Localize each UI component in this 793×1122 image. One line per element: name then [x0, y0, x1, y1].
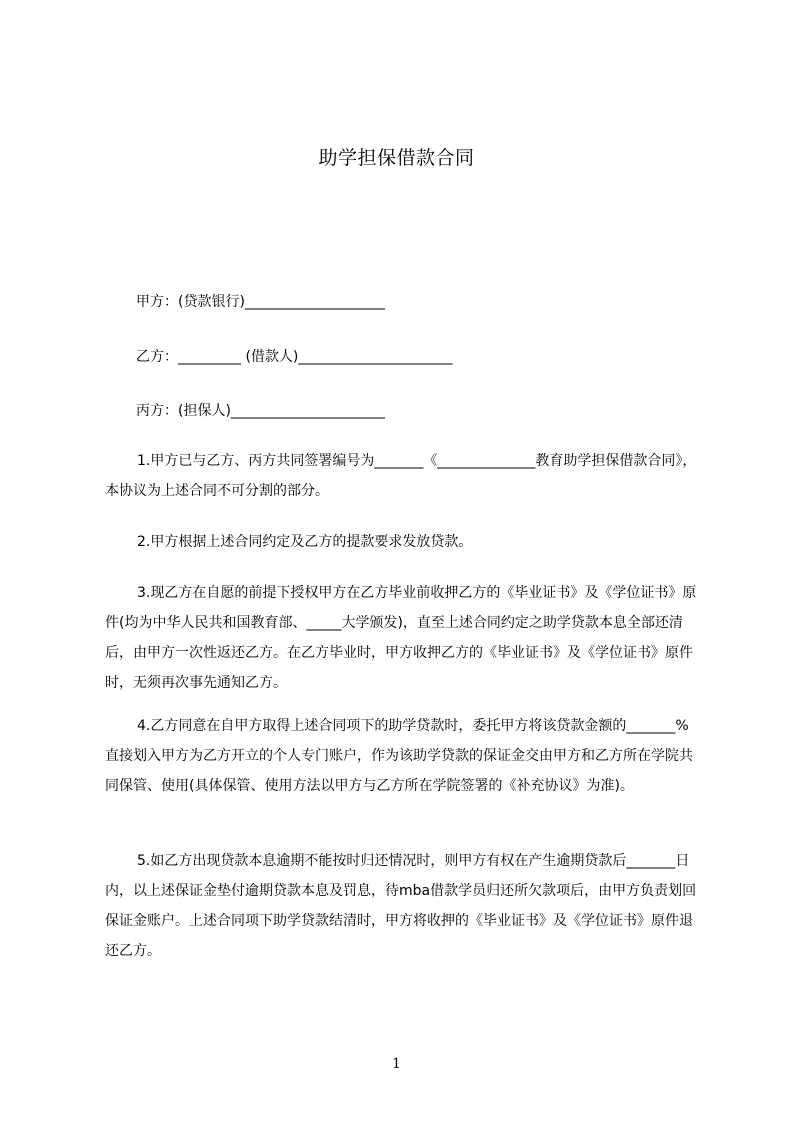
clause-3: 3.现乙方在自愿的前提下授权甲方在乙方毕业前收押乙方的《毕业证书》及《学位证书》原件(均为中华人民共和国教育部、_____大学颁发)，直至上述合同约定之助学贷款本息全部还清后，由甲方一次性返还乙方。在乙方毕业时，甲方收押乙方的《毕业证书》及《学位证书》原件时，无须再次事先通知乙方。	[105, 585, 697, 691]
clause-4: 4.乙方同意在自甲方取得上述合同项下的助学贷款时，委托甲方将该贷款金额的_______%直接划入甲方为乙方开立的个人专门账户，作为该助学贷款的保证金交由甲方和乙方所在学院共同保管、使用(具体保管、使用方法以甲方与乙方所在学院签署的《补充协议》为准)。	[105, 718, 693, 794]
party-a-line: 甲方：(贷款银行)____________________	[136, 294, 385, 310]
clause-2: 2.甲方根据上述合同约定及乙方的提款要求发放贷款。	[137, 534, 473, 550]
clause-5: 5.如乙方出现贷款本息逾期不能按时归还情况时，则甲方有权在产生逾期贷款后_______日内，以上述保证金垫付逾期贷款本息及罚息，待mba借款学员归还所欠款项后，由甲方负责划回保证金账户。上述合同项下助学贷款结清时，甲方将收押的《毕业证书》及《学位证书》原件退还乙方。	[105, 853, 697, 959]
clause-1: 1.甲方已与乙方、丙方共同签署编号为_______《______________教育助学担保借款合同》，本协议为上述合同不可分割的部分。	[105, 453, 697, 499]
party-c-line: 丙方：(担保人)______________________	[136, 403, 385, 419]
page-number: 1	[392, 1056, 401, 1072]
party-b-line: 乙方：_________ (借款人)______________________	[136, 349, 453, 365]
document-title: 助学担保借款合同	[318, 147, 475, 169]
